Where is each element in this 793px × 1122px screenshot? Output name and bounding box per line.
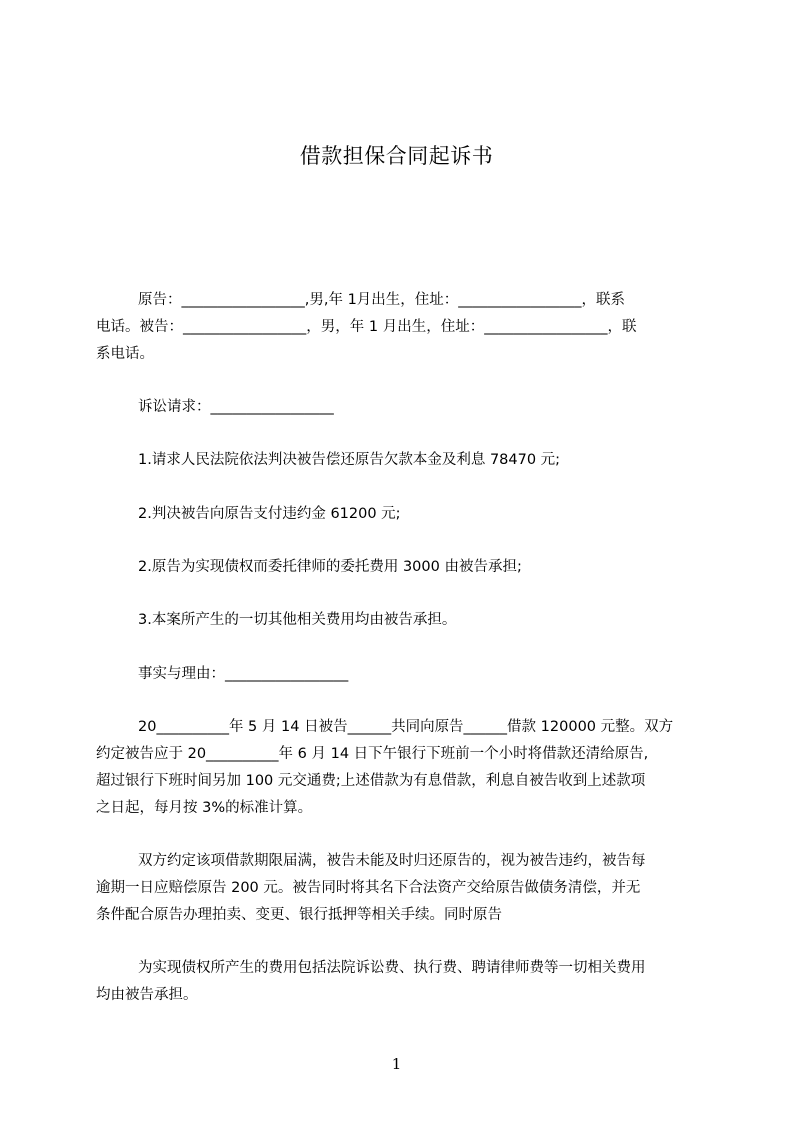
facts-paragraph-2 (96, 848, 697, 929)
claim-item: 2.原告为实现债权而委托律师的委托费用 3000 由被告承担; (138, 559, 522, 575)
paragraph-line: 为实现债权所产生的费用包括法院诉讼费、执行费、聘请律师费等一切相关费用 (138, 960, 646, 976)
claims-heading: 诉讼请求：_________________ (138, 399, 334, 415)
facts-heading: 事实与理由：_________________ (138, 666, 349, 682)
page-number: 1 (391, 1055, 402, 1073)
paragraph-line: 20__________年 5 月 14 日被告______共同向原告______借款 120000 元整。双方 (138, 719, 674, 735)
facts-paragraph-3 (96, 955, 697, 1009)
parties-paragraph (96, 287, 697, 368)
paragraph-line: 超过银行下班时间另加 100 元交通费;上述借款为有息借款，利息自被告收到上述款项 (96, 773, 646, 789)
paragraph-line: 均由被告承担。 (96, 987, 198, 1003)
claim-item: 2.判决被告向原告支付违约金 61200 元; (138, 506, 401, 522)
paragraph-line: 条件配合原告办理拍卖、变更、银行抵押等相关手续。同时原告 (96, 907, 502, 923)
paragraph-line: 双方约定该项借款期限届满，被告未能及时归还原告的，视为被告违约，被告每 (138, 853, 646, 869)
paragraph-line: 约定被告应于 20__________年 6 月 14 日下午银行下班前一个小时将借款还清给原告, (96, 746, 649, 762)
paragraph-line: 原告：_________________,男,年 1月出生，住址：_________________，联系 (138, 292, 626, 308)
paragraph-line: 系电话。 (96, 346, 154, 362)
paragraph-line: 逾期一日应赔偿原告 200 元。被告同时将其名下合法资产交给原告做债务清偿，并无 (96, 880, 641, 896)
facts-paragraph-1 (96, 714, 697, 822)
claim-item: 3.本案所产生的一切其他相关费用均由被告承担。 (138, 612, 457, 628)
paragraph-line: 电话。被告：_________________，男，年 1 月出生，住址：_________________，联 (96, 319, 637, 335)
paragraph-line: 之日起，每月按 3%的标准计算。 (96, 800, 313, 816)
claim-item: 1.请求人民法院依法判决被告偿还原告欠款本金及利息 78470 元; (138, 452, 561, 468)
document-title: 借款担保合同起诉书 (299, 144, 494, 168)
